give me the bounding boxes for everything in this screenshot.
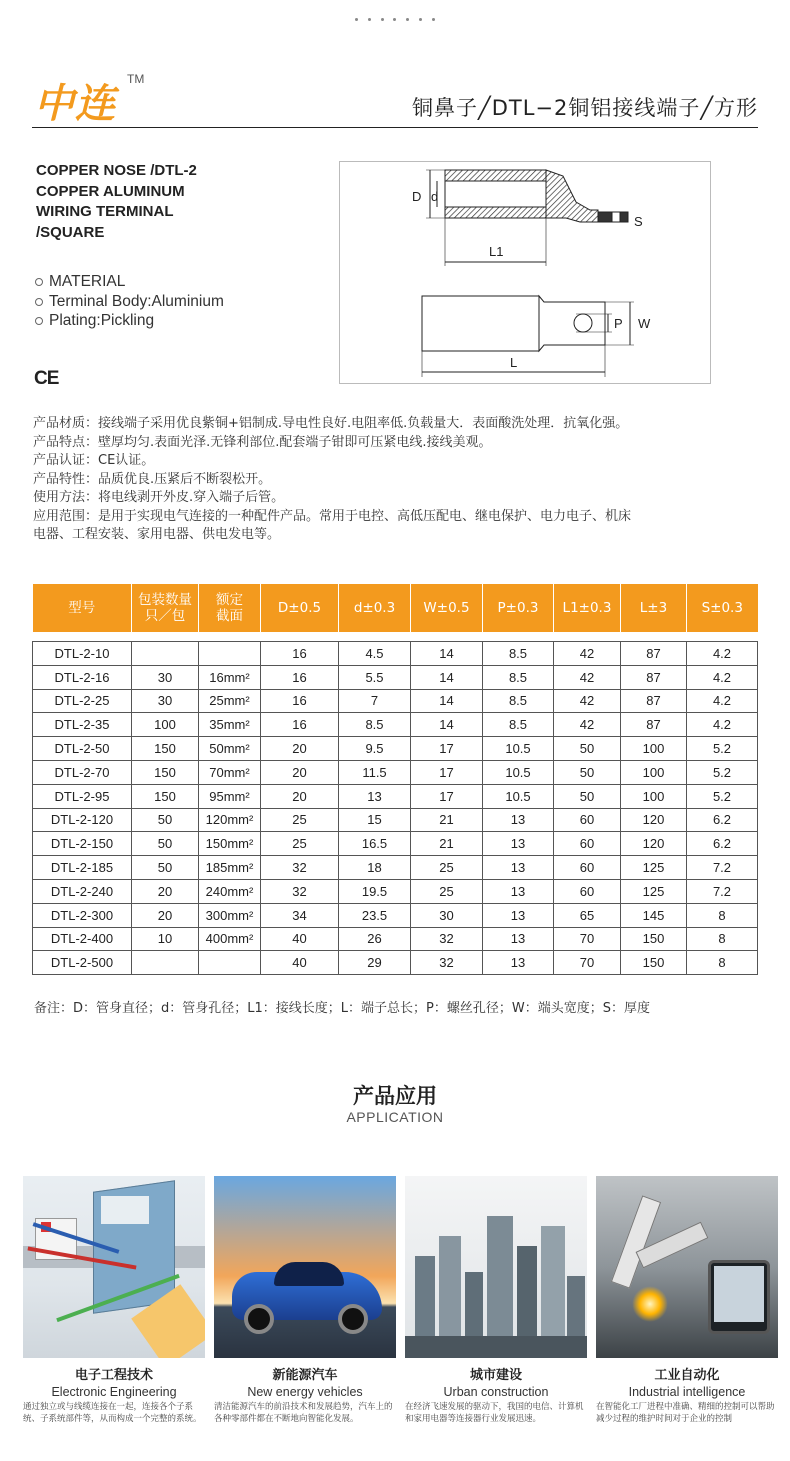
material-spec-list	[34, 272, 224, 331]
table-cell: DTL-2-10	[33, 642, 132, 666]
table-cell: 125	[621, 856, 687, 880]
table-row	[33, 832, 758, 856]
table-cell: 7	[339, 689, 411, 713]
description-line: 应用范围：是用于实现电气连接的一种配件产品。常用于电控、高低压配电、继电保护、电力电子、机床	[33, 508, 632, 524]
column-header: 额定 截面	[199, 584, 261, 632]
column-header: L1±0.3	[554, 584, 621, 632]
table-cell: 150	[132, 784, 199, 808]
table-cell: 4.2	[687, 642, 758, 666]
table-cell: 14	[411, 642, 483, 666]
table-cell	[199, 951, 261, 975]
table-cell: 30	[132, 689, 199, 713]
table-cell: 50	[132, 832, 199, 856]
spec-item: Plating:Pickling	[34, 311, 224, 331]
table-cell: 50mm²	[199, 737, 261, 761]
application-card-urban	[405, 1176, 587, 1425]
label-S: S	[634, 214, 643, 229]
table-cell: 50	[132, 856, 199, 880]
side-view	[445, 170, 628, 222]
table-row	[33, 713, 758, 737]
table-cell: 42	[554, 713, 621, 737]
card-title-en: Electronic Engineering	[51, 1385, 177, 1399]
table-cell: 13	[483, 951, 554, 975]
table-cell: 9.5	[339, 737, 411, 761]
table-cell: 30	[411, 903, 483, 927]
table-cell: 14	[411, 665, 483, 689]
table-cell: 120	[621, 808, 687, 832]
table-cell: DTL-2-70	[33, 760, 132, 784]
table-cell: 16mm²	[199, 665, 261, 689]
table-cell: 145	[621, 903, 687, 927]
table-cell: 4.2	[687, 665, 758, 689]
table-cell: 100	[621, 784, 687, 808]
table-cell: DTL-2-16	[33, 665, 132, 689]
table-cell: 150	[621, 951, 687, 975]
table-cell: 26	[339, 927, 411, 951]
table-cell: 240mm²	[199, 879, 261, 903]
brand-logo: 中连	[34, 81, 116, 127]
table-cell: 8.5	[339, 713, 411, 737]
table-cell: 25	[261, 832, 339, 856]
label-D: D	[412, 189, 422, 204]
table-cell: DTL-2-25	[33, 689, 132, 713]
table-cell: 87	[621, 642, 687, 666]
table-cell: 13	[483, 879, 554, 903]
label-d: d	[431, 189, 439, 204]
spec-item: MATERIAL	[34, 272, 224, 292]
table-cell: 100	[132, 713, 199, 737]
top-view	[422, 296, 605, 351]
table-cell: 11.5	[339, 760, 411, 784]
din-rail-image	[23, 1176, 205, 1358]
table-cell: 150mm²	[199, 832, 261, 856]
table-row	[33, 808, 758, 832]
table-cell: 17	[411, 784, 483, 808]
table-cell: 60	[554, 808, 621, 832]
table-cell: 16	[261, 642, 339, 666]
english-title-line: WIRING TERMINAL	[36, 203, 174, 220]
table-cell: 35mm²	[199, 713, 261, 737]
table-cell: 87	[621, 665, 687, 689]
table-cell: 16.5	[339, 832, 411, 856]
table-cell: 40	[261, 927, 339, 951]
table-cell: 4.2	[687, 713, 758, 737]
table-cell: 25mm²	[199, 689, 261, 713]
table-cell: DTL-2-240	[33, 879, 132, 903]
table-cell: DTL-2-400	[33, 927, 132, 951]
table-cell: 120mm²	[199, 808, 261, 832]
table-cell: 34	[261, 903, 339, 927]
table-cell: DTL-2-300	[33, 903, 132, 927]
table-cell: 20	[132, 903, 199, 927]
top-dots-decoration	[355, 18, 435, 26]
description-line: 产品特性：品质优良.压紧后不断裂松开。	[33, 471, 272, 487]
table-row	[33, 856, 758, 880]
table-cell: 25	[261, 808, 339, 832]
table-cell: 10.5	[483, 737, 554, 761]
table-cell: 21	[411, 832, 483, 856]
table-cell: 65	[554, 903, 621, 927]
table-cell: 4.5	[339, 642, 411, 666]
trademark-mark: TM	[127, 72, 145, 86]
table-cell: 100	[621, 737, 687, 761]
card-title-en: New energy vehicles	[247, 1385, 363, 1399]
table-cell: 14	[411, 689, 483, 713]
table-cell	[199, 642, 261, 666]
ce-certification-mark: CE	[34, 368, 59, 389]
table-cell: 87	[621, 689, 687, 713]
card-description: 在经济飞速发展的驱动下，我国的电信、计算机和家用电器等连接器行业发展迅速。	[405, 1402, 584, 1424]
table-cell: 10.5	[483, 784, 554, 808]
table-cell: 50	[554, 784, 621, 808]
description-line: 产品材质：接线端子采用优良紫铜+铝制成.导电性良好.电阻率低.负载量大．表面酸洗处理．抗氧化强。	[33, 416, 629, 431]
column-header: 包装数量 只／包	[132, 584, 199, 632]
table-row	[33, 951, 758, 975]
table-cell: 42	[554, 689, 621, 713]
table-cell: 60	[554, 856, 621, 880]
table-row	[33, 689, 758, 713]
table-cell: 20	[132, 879, 199, 903]
table-cell: 20	[261, 737, 339, 761]
card-title-cn: 城市建设	[469, 1368, 522, 1383]
title-divider	[32, 127, 758, 128]
table-cell: 7.2	[687, 879, 758, 903]
table-cell: DTL-2-150	[33, 832, 132, 856]
card-title-cn: 电子工程技术	[74, 1368, 153, 1383]
table-cell: DTL-2-95	[33, 784, 132, 808]
english-title-line: COPPER ALUMINUM	[36, 182, 185, 200]
description-line: 电器、工程安装、家用电器、供电发电等。	[33, 527, 281, 542]
table-cell: 29	[339, 951, 411, 975]
english-title-line: COPPER NOSE /DTL-2	[36, 162, 197, 179]
robot-image	[596, 1176, 778, 1358]
table-cell: 400mm²	[199, 927, 261, 951]
city-image	[405, 1176, 587, 1358]
table-cell: 17	[411, 760, 483, 784]
table-cell: 21	[411, 808, 483, 832]
table-cell: 18	[339, 856, 411, 880]
card-description: 清洁能源汽车的前沿技术和发展趋势，汽车上的各种零部件都在不断地向智能化发展。	[214, 1402, 393, 1424]
table-cell: 32	[411, 951, 483, 975]
table-cell	[132, 951, 199, 975]
table-body	[33, 632, 758, 975]
table-cell: 300mm²	[199, 903, 261, 927]
table-cell: 16	[261, 713, 339, 737]
table-cell: 50	[132, 808, 199, 832]
table-cell: 5.2	[687, 737, 758, 761]
table-cell: 125	[621, 879, 687, 903]
card-title-en: Urban construction	[443, 1385, 549, 1399]
label-L1: L1	[489, 244, 504, 259]
table-cell: 8.5	[483, 713, 554, 737]
column-header: P±0.3	[483, 584, 554, 632]
table-row	[33, 879, 758, 903]
table-row	[33, 760, 758, 784]
table-cell: 60	[554, 879, 621, 903]
description-line: 产品认证：CE认证。	[33, 453, 155, 468]
table-cell: 87	[621, 713, 687, 737]
table-cell: 10	[132, 927, 199, 951]
table-cell: 60	[554, 832, 621, 856]
table-row	[33, 784, 758, 808]
card-description: 通过独立或与线缆连接在一起，连接各个子系统、子系统部件等，从而构成一个完整的系统。	[23, 1402, 202, 1424]
table-cell: 32	[261, 856, 339, 880]
table-cell: 50	[554, 737, 621, 761]
application-card-industrial	[596, 1176, 778, 1425]
table-cell: 8	[687, 903, 758, 927]
specification-table	[32, 584, 758, 975]
application-subtitle: APPLICATION	[346, 1109, 444, 1125]
table-cell: 120	[621, 832, 687, 856]
table-cell: 6.2	[687, 808, 758, 832]
table-cell: 17	[411, 737, 483, 761]
label-W: W	[638, 316, 651, 331]
table-cell: 8	[687, 951, 758, 975]
table-cell: 20	[261, 760, 339, 784]
table-cell: 13	[483, 927, 554, 951]
table-cell: 185mm²	[199, 856, 261, 880]
table-cell: 70	[554, 927, 621, 951]
column-header: d±0.3	[339, 584, 411, 632]
table-cell: 4.2	[687, 689, 758, 713]
table-cell: 13	[339, 784, 411, 808]
table-cell: 20	[261, 784, 339, 808]
table-cell: 5.5	[339, 665, 411, 689]
table-cell: 14	[411, 713, 483, 737]
table-cell: 5.2	[687, 784, 758, 808]
table-row	[33, 927, 758, 951]
table-cell: 16	[261, 665, 339, 689]
table-cell: 8.5	[483, 642, 554, 666]
table-cell: 5.2	[687, 760, 758, 784]
table-cell: 25	[411, 879, 483, 903]
table-cell: 70mm²	[199, 760, 261, 784]
application-card-vehicles	[214, 1176, 396, 1425]
description-line: 产品特点：壁厚均匀.表面光泽.无锋利部位.配套端子钳即可压紧电线.接线美观。	[33, 434, 492, 450]
table-row	[33, 737, 758, 761]
table-cell: 100	[621, 760, 687, 784]
application-title: 产品应用	[353, 1084, 437, 1108]
table-cell: 13	[483, 808, 554, 832]
table-cell: 13	[483, 903, 554, 927]
english-product-title	[36, 161, 276, 243]
car-image	[214, 1176, 396, 1358]
card-title-cn: 工业自动化	[654, 1368, 720, 1383]
terminal-dimension-diagram	[339, 161, 711, 384]
table-row	[33, 903, 758, 927]
table-row	[33, 642, 758, 666]
table-cell: 8.5	[483, 689, 554, 713]
table-note: 备注：D：管身直径；d：管身孔径；L1：接线长度；L：端子总长；P：螺丝孔径；W：端头宽度；S：厚度	[34, 1001, 650, 1016]
card-title-cn: 新能源汽车	[272, 1368, 338, 1383]
table-cell: DTL-2-50	[33, 737, 132, 761]
table-cell	[132, 642, 199, 666]
table-cell: DTL-2-120	[33, 808, 132, 832]
table-cell: DTL-2-500	[33, 951, 132, 975]
table-cell: DTL-2-185	[33, 856, 132, 880]
table-cell: 25	[411, 856, 483, 880]
product-title: 铜鼻子╱DTL−2铜铝接线端子╱方形	[412, 96, 758, 120]
table-cell: 32	[261, 879, 339, 903]
column-header: D±0.5	[261, 584, 339, 632]
table-cell: 150	[132, 760, 199, 784]
terminal-drawing	[340, 162, 710, 383]
table-cell: 8	[687, 927, 758, 951]
column-header: S±0.3	[687, 584, 758, 632]
table-cell: 40	[261, 951, 339, 975]
table-cell: 95mm²	[199, 784, 261, 808]
label-P: P	[614, 316, 623, 331]
table-cell: 32	[411, 927, 483, 951]
table-cell: 42	[554, 665, 621, 689]
table-spacer	[33, 632, 758, 642]
table-cell: 150	[132, 737, 199, 761]
table-cell: 70	[554, 951, 621, 975]
table-cell: DTL-2-35	[33, 713, 132, 737]
table-cell: 6.2	[687, 832, 758, 856]
table-cell: 150	[621, 927, 687, 951]
table-cell: 16	[261, 689, 339, 713]
table-cell: 30	[132, 665, 199, 689]
table-cell: 13	[483, 856, 554, 880]
table-cell: 15	[339, 808, 411, 832]
table-cell: 50	[554, 760, 621, 784]
column-header: 型号	[33, 584, 132, 632]
label-L: L	[510, 355, 518, 370]
product-description	[33, 415, 763, 545]
table-cell: 10.5	[483, 760, 554, 784]
table-cell: 23.5	[339, 903, 411, 927]
application-card-electronic	[23, 1176, 205, 1425]
table-cell: 13	[483, 832, 554, 856]
spec-item: Terminal Body:Aluminium	[34, 292, 224, 312]
description-line: 使用方法：将电线剥开外皮.穿入端子后管。	[33, 490, 285, 505]
card-title-en: Industrial intelligence	[628, 1385, 746, 1399]
table-cell: 7.2	[687, 856, 758, 880]
column-header: W±0.5	[411, 584, 483, 632]
table-row	[33, 665, 758, 689]
english-title-line: /SQUARE	[36, 223, 105, 241]
table-header-row	[33, 584, 758, 632]
table-cell: 8.5	[483, 665, 554, 689]
column-header: L±3	[621, 584, 687, 632]
table-cell: 42	[554, 642, 621, 666]
card-description: 在智能化工厂进程中准确、精细的控制可以帮助减少过程的维护时间对于企业的控制	[596, 1402, 775, 1424]
table-cell: 19.5	[339, 879, 411, 903]
